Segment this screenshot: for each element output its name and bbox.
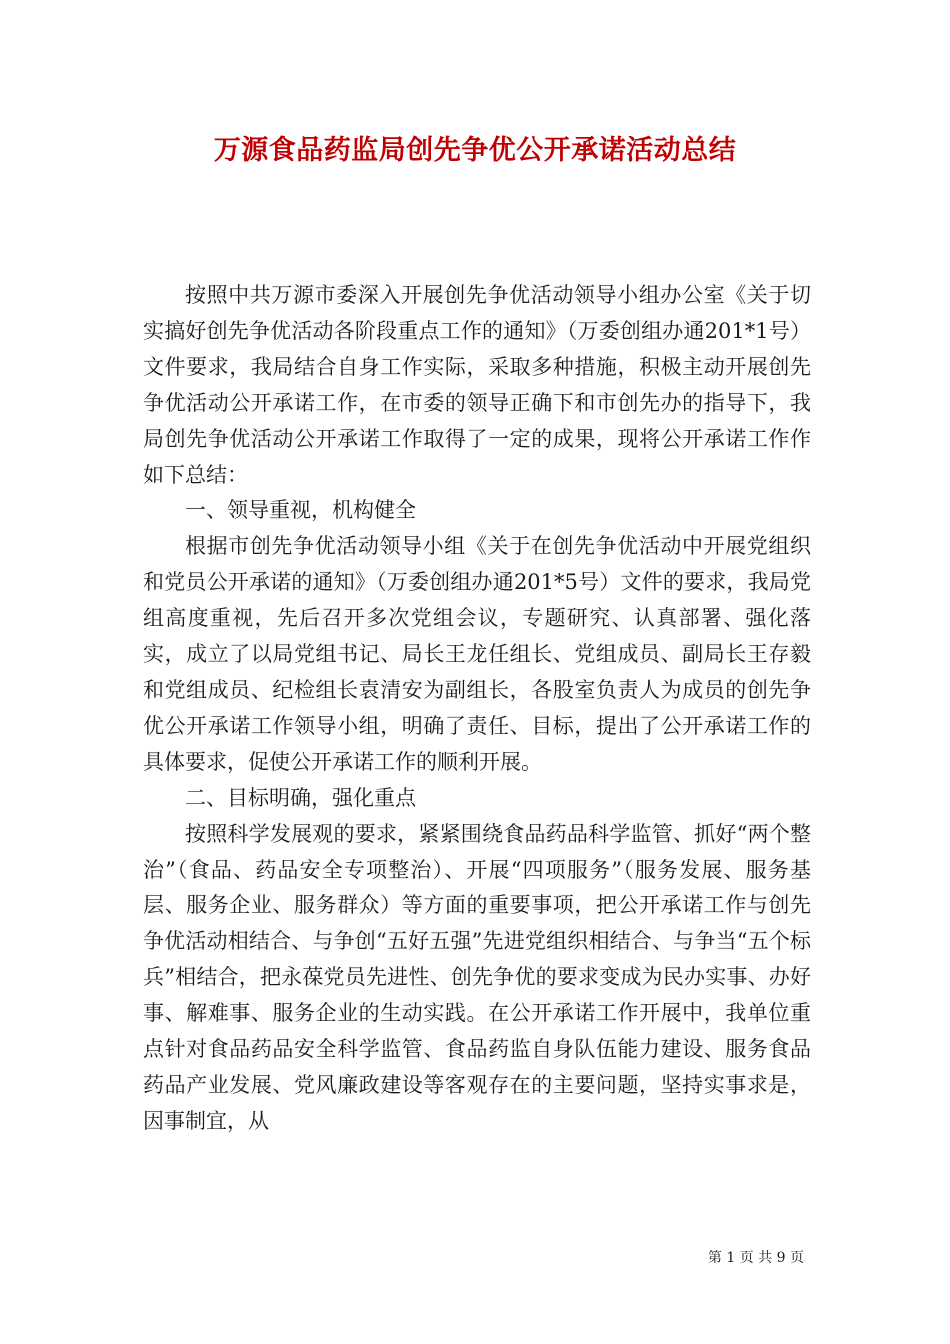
paragraph-intro: 按照中共万源市委深入开展创先争优活动领导小组办公室《关于切实搞好创先争优活动各阶段重点工作的通知》（万委创组办通201*1号）文件要求，我局结合自身工作实际，采取多种措施，积极主动开展创先争优活动公开承诺工作，在市委的领导正确下和市创先办的指导下，我局创先争优活动公开承诺工作取得了一定的成果，现将公开承诺工作作如下总结： xyxy=(143,283,811,487)
paragraph-section-1: 根据市创先争优活动领导小组《关于在创先争优活动中开展党组织和党员公开承诺的通知》（万委创组办通201*5号）文件的要求，我局党组高度重视，先后召开多次党组会议，专题研究、认真部署、强化落实，成立了以局党组书记、局长王龙任组长、党组成员、副局长王存毅和党组成员、纪检组长袁清安为副组长，各股室负责人为成员的创先争优公开承诺工作领导小组，明确了责任、目标，提出了公开承诺工作的具体要求，促使公开承诺工作的顺利开展。 xyxy=(143,534,811,774)
document-title: 万源食品药监局创先争优公开承诺活动总结 xyxy=(213,135,737,166)
section-heading-1: 一、领导重视，机构健全 xyxy=(185,498,416,523)
document-body xyxy=(143,278,811,1140)
page-number-footer: 第 1 页 共 9 页 xyxy=(707,1250,804,1266)
section-heading-2: 二、目标明确，强化重点 xyxy=(185,785,416,810)
paragraph-section-2: 按照科学发展观的要求，紧紧围绕食品药品科学监管、抓好“两个整治”（食品、药品安全专项整治）、开展“四项服务”（服务发展、服务基层、服务企业、服务群众）等方面的重要事项，把公开承诺工作与创先争优活动相结合、与争创“五好五强”先进党组织相结合、与争当“五个标兵”相结合，把永葆党员先进性、创先争优的要求变成为民办实事、办好事、解难事、服务企业的生动实践。在公开承诺工作开展中，我单位重点针对食品药品安全科学监管、食品药监自身队伍能力建设、服务食品药品产业发展、党风廉政建设等客观存在的主要问题，坚持实事求是，因事制宜，从 xyxy=(143,821,811,1133)
